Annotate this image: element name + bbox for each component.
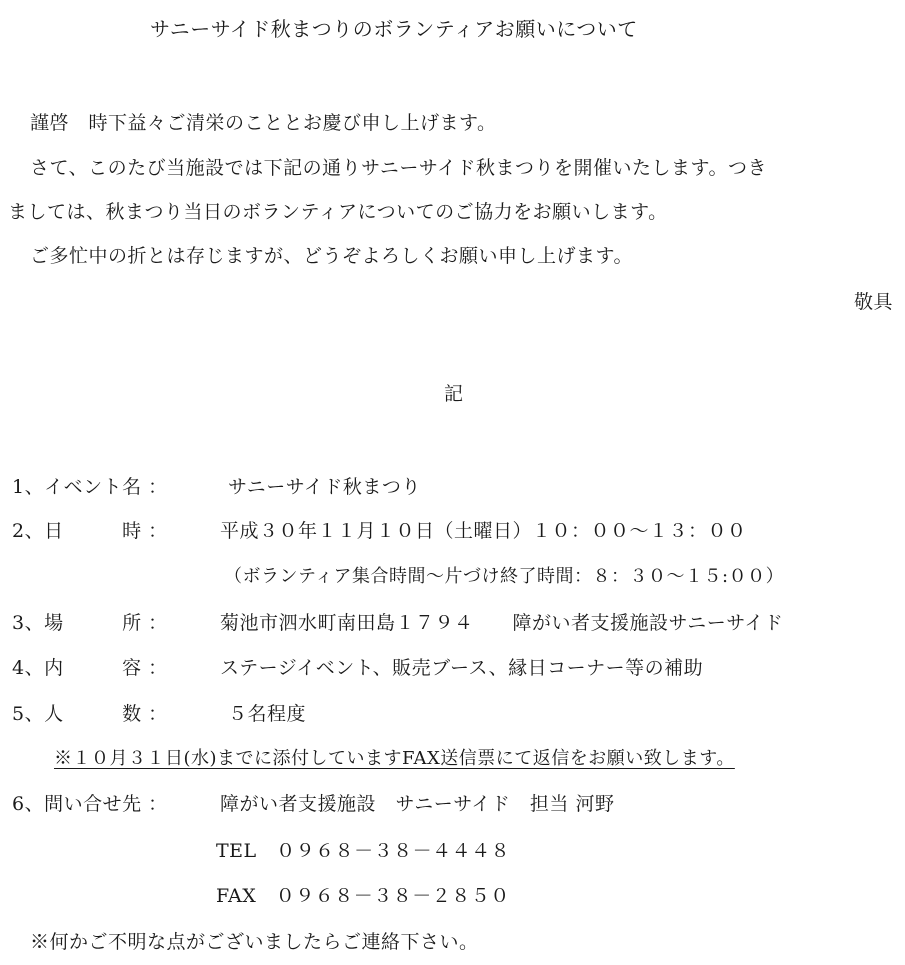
item-content-label: 4、内 容 ：: [12, 657, 168, 679]
greeting-line: 謹啓 時下益々ご清栄のこととお慶び申し上げます。: [30, 112, 497, 134]
item-content-value: ステージイベント、販売ブース、縁日コーナー等の補助: [220, 657, 704, 679]
body-line-3: ご多忙中の折とは存じますが、どうぞよろしくお願い申し上げます。: [30, 245, 633, 267]
item-datetime-note: （ボランティア集合時間～片づけ終了時間：８：３０～１５:００）: [224, 566, 785, 587]
document-title: サニーサイド秋まつりのボランティアお願いについて: [150, 17, 638, 41]
body-line-2: ましては、秋まつり当日のボランティアについてのご協力をお願いします。: [8, 201, 668, 223]
contact-fax: FAX ０９６８－３８－２８５０: [216, 885, 510, 907]
ki-heading: 記: [444, 383, 464, 405]
item-count-value: ５名程度: [228, 703, 307, 725]
item-event-value: サニーサイド秋まつり: [228, 476, 421, 498]
deadline-note: ※１０月３１日(水)までに添付していますFAX送信票にて返信をお願い致します。: [54, 748, 735, 769]
contact-tel: TEL ０９６８－３８－４４４８: [216, 840, 511, 862]
item-datetime-label: 2、日 時 ：: [12, 520, 168, 542]
closing-keigu: 敬具: [853, 291, 893, 313]
item-count-label: 5、人 数 ：: [12, 703, 168, 725]
item-place-label: 3、場 所 ：: [12, 612, 168, 634]
body-line-1: さて、このたび当施設では下記の通りサニーサイド秋まつりを開催いたします。つき: [30, 157, 768, 179]
item-place-value: 菊池市泗水町南田島１７９４ 障がい者支援施設サニーサイド: [220, 612, 784, 634]
item-event-label: 1、イベント名 ：: [12, 476, 168, 498]
item-contact-label: 6、問い合せ先 ：: [12, 793, 168, 815]
item-datetime-value: 平成３０年１１月１０日（土曜日）１０：００～１３：００: [220, 520, 747, 542]
footer-note: ※何かご不明な点がございましたらご連絡下さい。: [30, 931, 479, 953]
item-contact-value: 障がい者支援施設 サニーサイド 担当 河野: [220, 793, 615, 815]
